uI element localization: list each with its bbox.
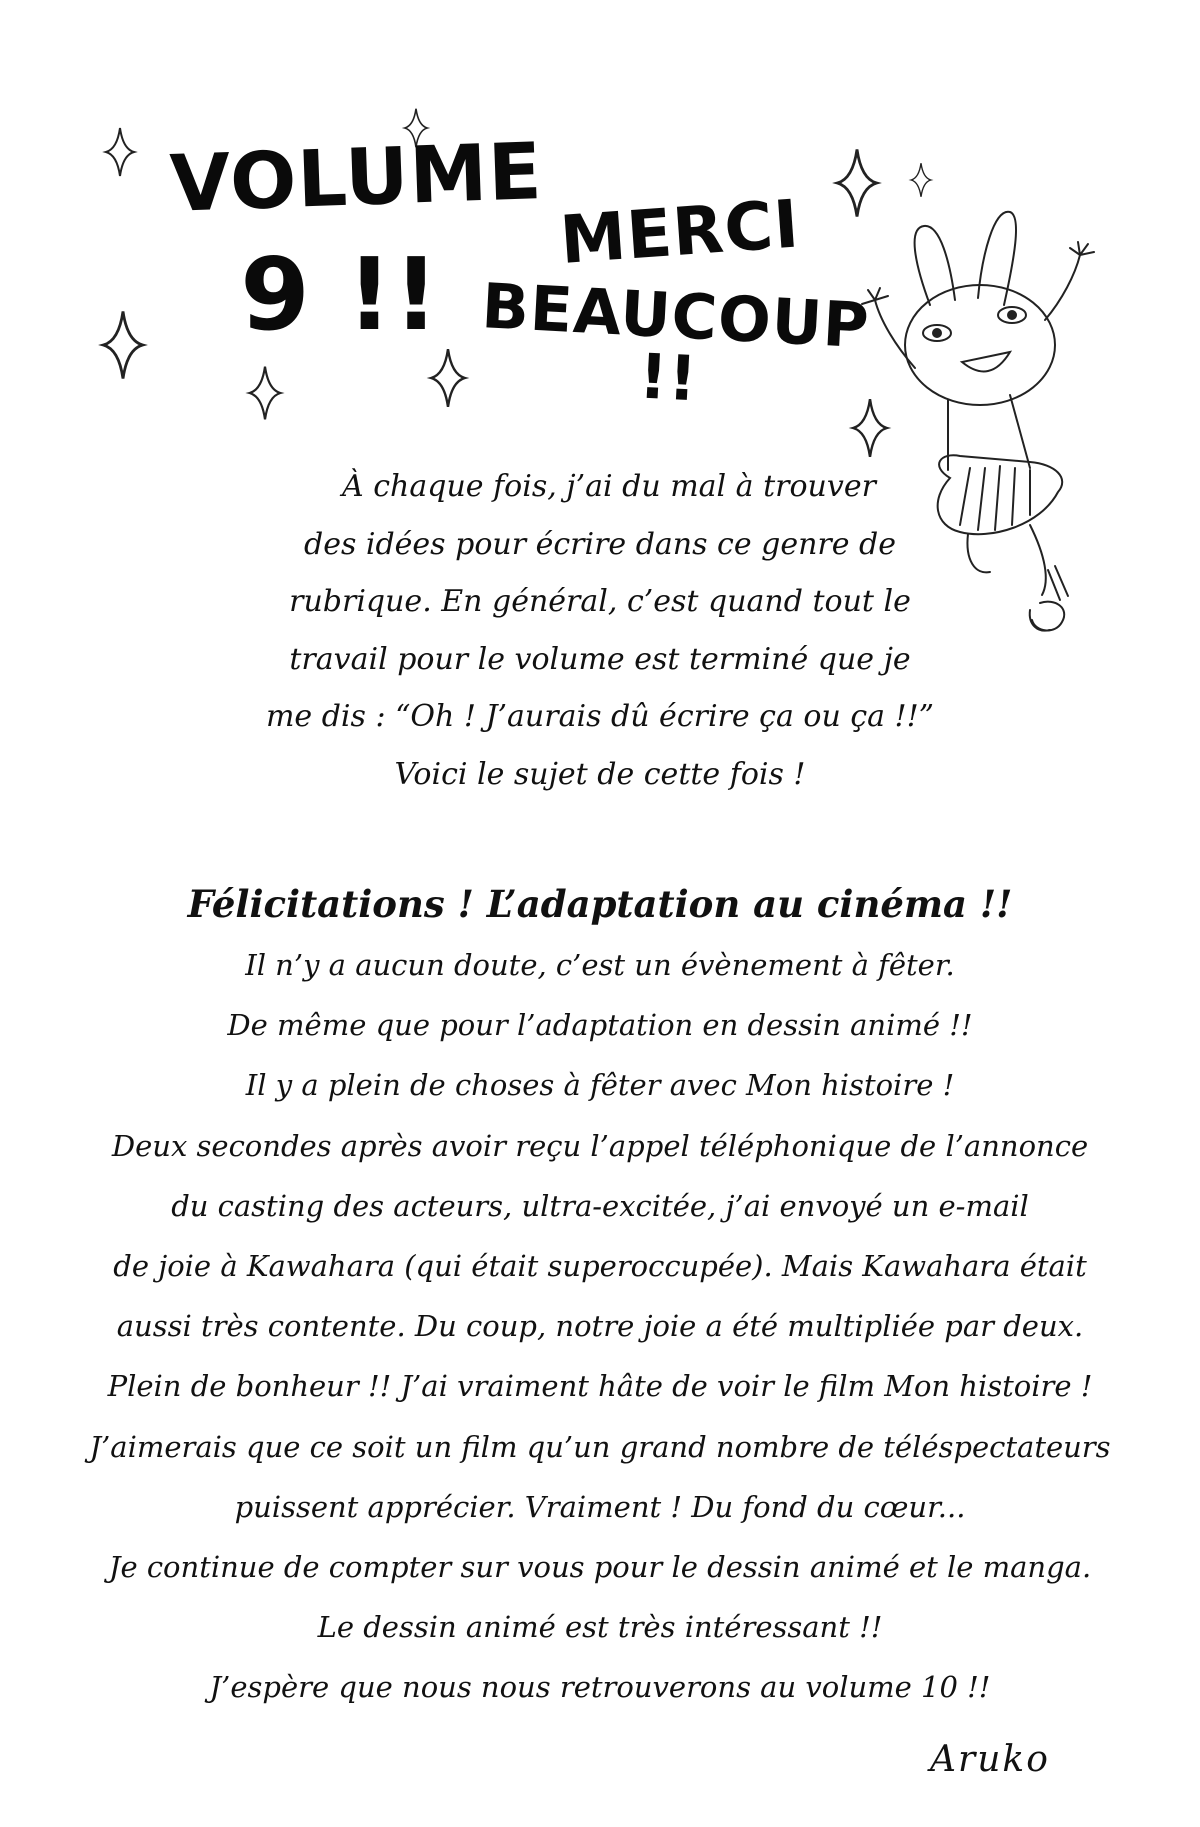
body-line: du casting des acteurs, ultra-excitée, j’ai envoyé un e-mail bbox=[171, 1188, 1029, 1223]
thanks-title-line1: MERCI bbox=[557, 185, 802, 279]
body-line: Deux secondes après avoir reçu l’appel téléphonique de l’annonce bbox=[111, 1128, 1089, 1163]
author-signature: Aruko bbox=[930, 1739, 1050, 1780]
body-line: J’aimerais que ce soit un film qu’un grand nombre de téléspectateurs bbox=[89, 1429, 1111, 1464]
body-paragraph bbox=[80, 935, 1120, 1718]
body-line: Plein de bonheur !! J’ai vraiment hâte de voir le film Mon histoire ! bbox=[107, 1369, 1093, 1404]
sparkle-icon bbox=[103, 311, 142, 378]
body-line: De même que pour l’adaptation en dessin animé !! bbox=[227, 1008, 973, 1043]
intro-line: À chaque fois, j’ai du mal à trouver bbox=[342, 469, 876, 504]
intro-line: me dis : “Oh ! J’aurais dû écrire ça ou ça !!” bbox=[265, 699, 934, 734]
sparkle-icon bbox=[431, 349, 465, 407]
body-line: Il y a plein de choses à fêter avec Mon histoire ! bbox=[245, 1068, 955, 1103]
sparkle-icon bbox=[250, 367, 281, 420]
body-line: Je continue de compter sur vous pour le dessin animé et le manga. bbox=[108, 1550, 1092, 1585]
thanks-title-line2: BEAUCOUP !! bbox=[479, 269, 872, 416]
intro-line: Voici le sujet de cette fois ! bbox=[394, 756, 806, 792]
sparkle-icon bbox=[911, 163, 931, 197]
intro-line: des idées pour écrire dans ce genre de bbox=[303, 526, 897, 562]
body-line: Il n’y a aucun doute, c’est un évènement à fêter. bbox=[245, 948, 955, 982]
intro-paragraph bbox=[80, 458, 1120, 803]
sparkle-icon bbox=[837, 149, 876, 216]
sparkle-icon bbox=[106, 128, 134, 176]
intro-line: rubrique. En général, c’est quand tout le bbox=[289, 584, 911, 619]
body-line: de joie à Kawahara (qui était superoccupée). Mais Kawahara était bbox=[113, 1249, 1087, 1284]
body-line: Le dessin animé est très intéressant !! bbox=[317, 1610, 883, 1645]
intro-line: travail pour le volume est terminé que je bbox=[289, 641, 911, 677]
sparkle-icon bbox=[853, 399, 887, 457]
body-line: J’espère que nous nous retrouverons au volume 10 !! bbox=[209, 1670, 991, 1705]
volume-number: 9 !! bbox=[240, 236, 440, 353]
body-line: puissent apprécier. Vraiment ! Du fond du cœur... bbox=[234, 1489, 966, 1524]
volume-title: VOLUME bbox=[168, 126, 544, 230]
section-heading: Félicitations ! L’adaptation au cinéma !! bbox=[187, 882, 1013, 926]
body-line: aussi très contente. Du coup, notre joie a été multipliée par deux. bbox=[116, 1309, 1084, 1344]
